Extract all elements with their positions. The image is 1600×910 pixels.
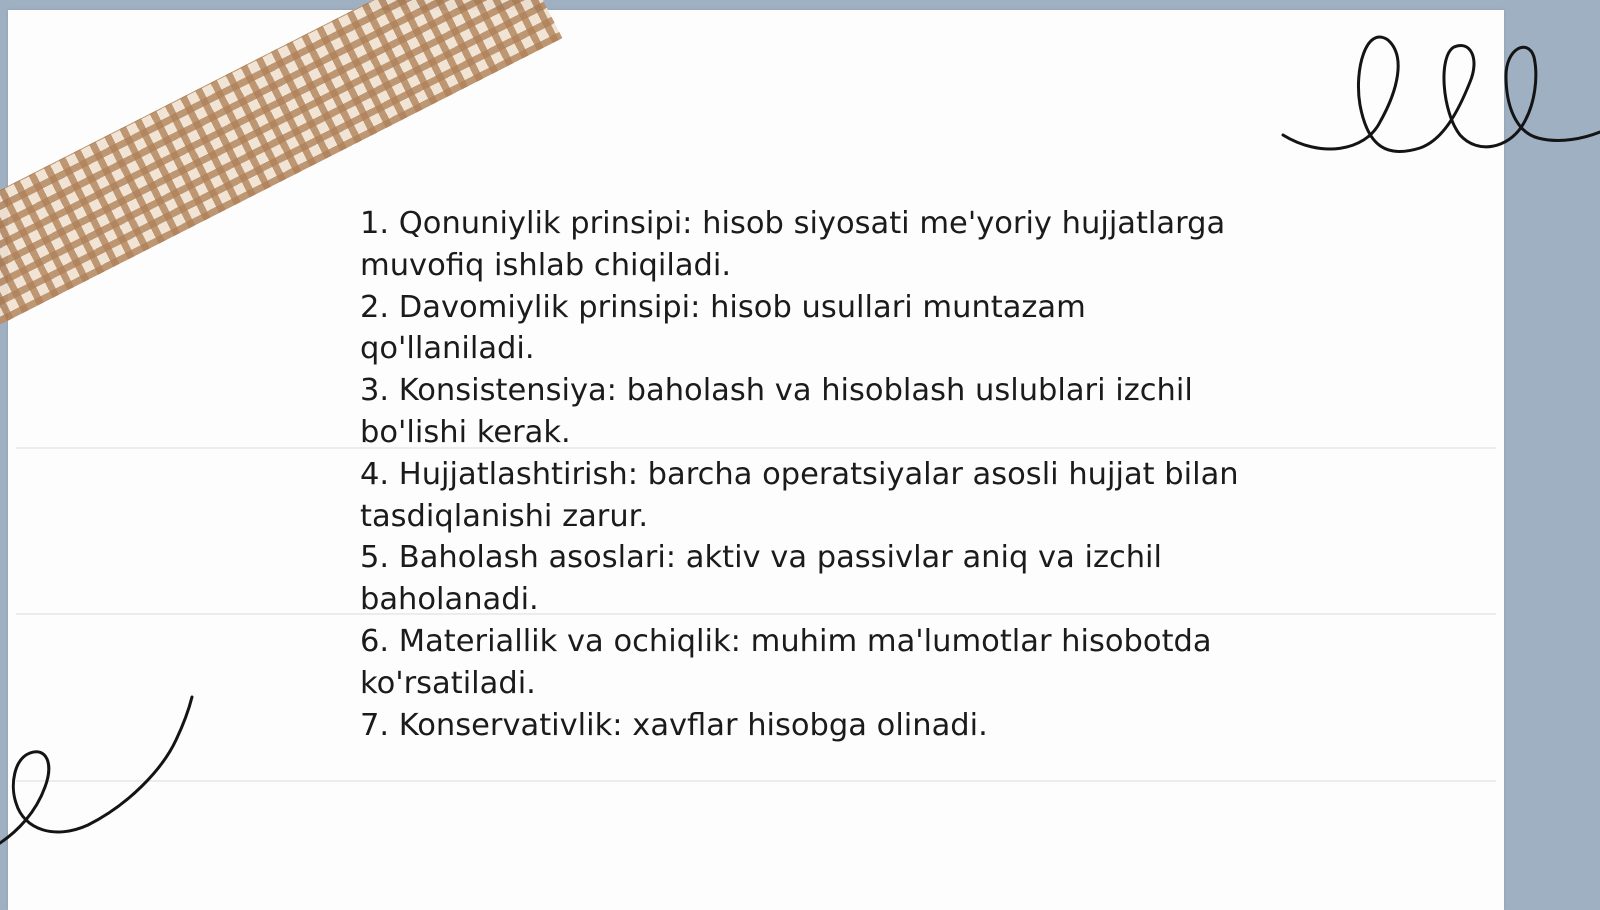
list-item: 4. Hujjatlashtirish: barcha operatsiyalar asosli hujjat bilan tasdiqlanishi zarur. [360, 456, 1239, 534]
ruled-line [16, 780, 1496, 782]
list-item: 7. Konservativlik: xavflar hisobga olinadi. [360, 707, 988, 743]
list-item: 3. Konsistensiya: baholash va hisoblash uslublari izchil bo'lishi kerak. [360, 373, 1193, 450]
list-item: 5. Baholash asoslari: aktiv va passivlar aniq va izchil baholanadi. [360, 540, 1162, 618]
list-item: 2. Davomiylik prinsipi: hisob usullari muntazam qo'llaniladi. [360, 289, 1086, 367]
loop-squiggle-top-right [1280, 20, 1600, 170]
list-item: 1. Qonuniylik prinsipi: hisob siyosati me'yoriy hujjatlarga muvofiq ishlab chiqiladi. [360, 206, 1226, 283]
loop-squiggle-bottom-left [0, 695, 200, 845]
list-item: 6. Materiallik va ochiqlik: muhim ma'lumotlar hisobotda ko'rsatiladi. [360, 623, 1212, 701]
principles-list [360, 203, 1260, 746]
